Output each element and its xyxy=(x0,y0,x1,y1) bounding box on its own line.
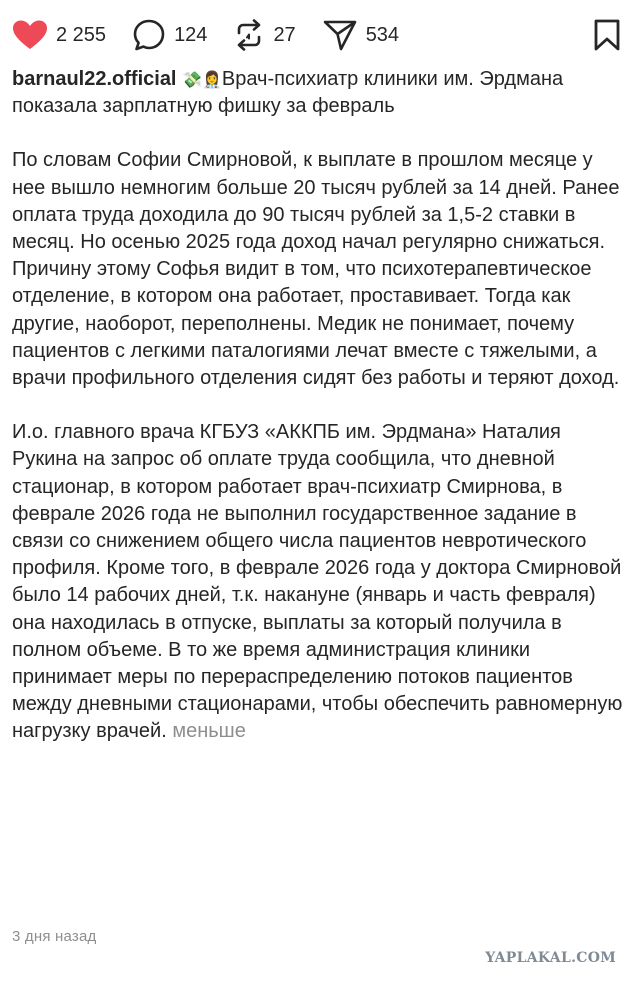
comment-button[interactable] xyxy=(132,18,207,52)
post-timestamp: 3 дня назад xyxy=(12,928,97,945)
bookmark-icon xyxy=(592,39,622,56)
less-link[interactable]: меньше xyxy=(172,720,246,743)
share-count: 534 xyxy=(365,23,400,46)
caption-paragraph-2-text: И.о. главного врача КГБУЗ «АККПБ им. Эрдмана» Наталия Рукина на запрос об оплате труда сообщила, что дневной стационар, в котором работает врач-психиатр Смирнова, в феврале 2026 года не выполнил государственное задание в связи со снижением общего числа пациентов невротического профиля. Кроме того, в феврале 2026 года у доктора Смирновой было 14 рабочих дней, т.к. накануне (январь и часть февраля) она находилась в отпуске, выплаты за который получила в полном объеме. В то же время администрация клиники принимает меры по перераспределению потоков пациентов между дневными стационарами, чтобы обеспечить равномерную нагрузку врачей. xyxy=(12,421,623,743)
save-button[interactable] xyxy=(592,18,622,57)
repost-button[interactable] xyxy=(233,18,295,52)
like-button[interactable] xyxy=(12,19,106,51)
post-actions-bar xyxy=(12,12,628,58)
caption-headline xyxy=(12,66,624,120)
share-icon xyxy=(322,18,358,52)
site-watermark: YAPLAKAL.COM xyxy=(485,950,616,966)
post-caption xyxy=(12,66,624,746)
repost-count: 27 xyxy=(273,23,296,46)
like-count: 2 255 xyxy=(56,23,107,46)
repost-icon xyxy=(233,18,265,52)
comment-icon xyxy=(132,18,166,52)
share-button[interactable] xyxy=(322,18,399,52)
caption-paragraph-1: По словам Софии Смирновой, к выплате в прошлом месяце у нее вышло немногим больше 20 тысяч рублей за 14 дней. Ранее оплата труда доходила до 90 тысяч рублей за 1,5-2 ставки в месяц. Но осенью 2025 года доход начал регулярно снижаться. Причину этому Софья видит в том, что психотерапевтическое отделение, в котором она работает, проставивает. Тогда как другие, наоборот, переполнены. Медик не понимает, почему пациентов с легкими паталогиями лечат вместе с тяжелыми, а врачи профильного отделения сидят без работы и теряют доход. xyxy=(12,149,620,390)
caption-emoji: 💸👩‍⚕️ xyxy=(182,70,222,89)
username-link[interactable]: barnaul22.official xyxy=(12,68,177,90)
comment-count: 124 xyxy=(174,23,208,46)
caption-paragraph-2 xyxy=(12,419,624,745)
heart-icon xyxy=(12,19,48,51)
caption-title: Врач-психиатр клиники им. Эрдмана показала зарплатную фишку за февраль xyxy=(12,68,564,118)
